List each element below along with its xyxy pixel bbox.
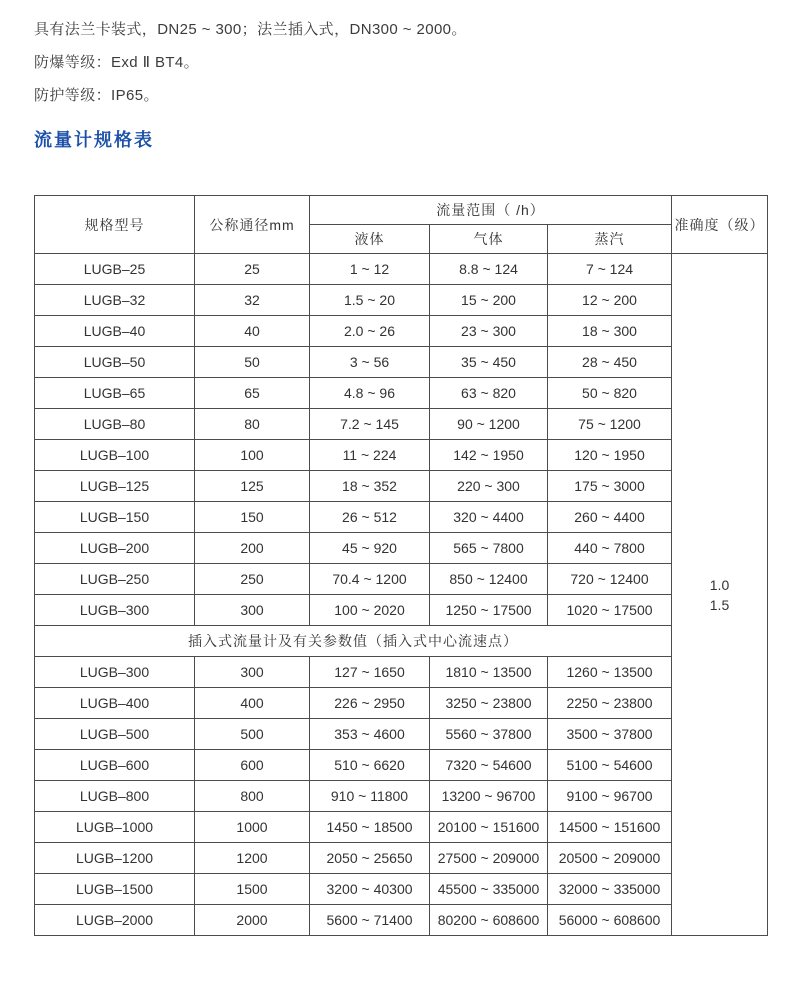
gas-cell: 80200 ~ 608600 (430, 905, 548, 936)
steam-cell: 260 ~ 4400 (548, 502, 672, 533)
steam-cell: 75 ~ 1200 (548, 409, 672, 440)
spec-row (35, 533, 768, 564)
spec-row (35, 781, 768, 812)
diameter-cell: 300 (195, 657, 310, 688)
liquid-cell: 1.5 ~ 20 (310, 285, 430, 316)
model-cell: LUGB–250 (35, 564, 195, 595)
intro-line-mounting: 具有法兰卡装式，DN25 ~ 300；法兰插入式，DN300 ~ 2000。 (34, 21, 467, 38)
spec-row (35, 812, 768, 843)
model-cell: LUGB–32 (35, 285, 195, 316)
steam-cell: 32000 ~ 335000 (548, 874, 672, 905)
steam-cell: 175 ~ 3000 (548, 471, 672, 502)
gas-cell: 63 ~ 820 (430, 378, 548, 409)
spec-row (35, 874, 768, 905)
model-cell: LUGB–600 (35, 750, 195, 781)
accuracy-value: 1.5 (709, 596, 730, 613)
model-cell: LUGB–800 (35, 781, 195, 812)
gas-cell: 20100 ~ 151600 (430, 812, 548, 843)
accuracy-header: 准确度（级） (672, 196, 768, 254)
accuracy-value: 1.0 (709, 576, 730, 593)
spec-table-body (35, 254, 768, 936)
model-cell: LUGB–400 (35, 688, 195, 719)
diameter-cell: 80 (195, 409, 310, 440)
spec-table-header (35, 196, 768, 254)
diameter-cell: 800 (195, 781, 310, 812)
diameter-header: 公称通径mm (195, 196, 310, 254)
steam-cell: 1260 ~ 13500 (548, 657, 672, 688)
spec-row (35, 564, 768, 595)
gas-cell: 8.8 ~ 124 (430, 254, 548, 285)
diameter-cell: 250 (195, 564, 310, 595)
model-cell: LUGB–50 (35, 347, 195, 378)
gas-cell: 1810 ~ 13500 (430, 657, 548, 688)
spec-row (35, 316, 768, 347)
spec-row (35, 843, 768, 874)
gas-cell: 15 ~ 200 (430, 285, 548, 316)
gas-cell: 7320 ~ 54600 (430, 750, 548, 781)
diameter-cell: 1500 (195, 874, 310, 905)
model-cell: LUGB–25 (35, 254, 195, 285)
diameter-cell: 1000 (195, 812, 310, 843)
steam-cell: 56000 ~ 608600 (548, 905, 672, 936)
gas-cell: 320 ~ 4400 (430, 502, 548, 533)
liquid-cell: 127 ~ 1650 (310, 657, 430, 688)
steam-cell: 5100 ~ 54600 (548, 750, 672, 781)
spec-row (35, 409, 768, 440)
gas-cell: 90 ~ 1200 (430, 409, 548, 440)
liquid-cell: 226 ~ 2950 (310, 688, 430, 719)
model-cell: LUGB–80 (35, 409, 195, 440)
spec-row (35, 719, 768, 750)
steam-cell: 9100 ~ 96700 (548, 781, 672, 812)
steam-cell: 120 ~ 1950 (548, 440, 672, 471)
diameter-cell: 600 (195, 750, 310, 781)
gas-cell: 23 ~ 300 (430, 316, 548, 347)
liquid-cell: 100 ~ 2020 (310, 595, 430, 626)
section-title: 流量计规格表 (34, 130, 154, 150)
steam-cell: 20500 ~ 209000 (548, 843, 672, 874)
gas-cell: 45500 ~ 335000 (430, 874, 548, 905)
liquid-cell: 4.8 ~ 96 (310, 378, 430, 409)
steam-header: 蒸汽 (548, 225, 672, 254)
steam-cell: 28 ~ 450 (548, 347, 672, 378)
model-cell: LUGB–1200 (35, 843, 195, 874)
steam-cell: 1020 ~ 17500 (548, 595, 672, 626)
model-cell: LUGB–1500 (35, 874, 195, 905)
model-cell: LUGB–125 (35, 471, 195, 502)
steam-cell: 2250 ~ 23800 (548, 688, 672, 719)
gas-cell: 35 ~ 450 (430, 347, 548, 378)
model-cell: LUGB–100 (35, 440, 195, 471)
diameter-cell: 400 (195, 688, 310, 719)
accuracy-cell (672, 254, 768, 936)
gas-cell: 13200 ~ 96700 (430, 781, 548, 812)
spec-row (35, 595, 768, 626)
diameter-cell: 500 (195, 719, 310, 750)
steam-cell: 720 ~ 12400 (548, 564, 672, 595)
flow-range-group-header: 流量范围（ /h） (310, 196, 672, 225)
model-cell: LUGB–65 (35, 378, 195, 409)
liquid-cell: 18 ~ 352 (310, 471, 430, 502)
diameter-cell: 125 (195, 471, 310, 502)
spec-row (35, 657, 768, 688)
liquid-cell: 5600 ~ 71400 (310, 905, 430, 936)
separator-row (35, 626, 768, 657)
model-cell: LUGB–300 (35, 595, 195, 626)
model-cell: LUGB–500 (35, 719, 195, 750)
spec-row (35, 254, 768, 285)
spec-row (35, 750, 768, 781)
steam-cell: 7 ~ 124 (548, 254, 672, 285)
gas-cell: 565 ~ 7800 (430, 533, 548, 564)
gas-cell: 1250 ~ 17500 (430, 595, 548, 626)
intro-text (34, 22, 767, 104)
liquid-cell: 70.4 ~ 1200 (310, 564, 430, 595)
spec-row (35, 502, 768, 533)
steam-cell: 50 ~ 820 (548, 378, 672, 409)
model-header: 规格型号 (35, 196, 195, 254)
model-cell: LUGB–2000 (35, 905, 195, 936)
diameter-cell: 1200 (195, 843, 310, 874)
steam-cell: 440 ~ 7800 (548, 533, 672, 564)
header-row-1 (35, 196, 768, 225)
liquid-cell: 910 ~ 11800 (310, 781, 430, 812)
liquid-cell: 11 ~ 224 (310, 440, 430, 471)
diameter-cell: 25 (195, 254, 310, 285)
gas-cell: 27500 ~ 209000 (430, 843, 548, 874)
steam-cell: 3500 ~ 37800 (548, 719, 672, 750)
steam-cell: 18 ~ 300 (548, 316, 672, 347)
liquid-cell: 45 ~ 920 (310, 533, 430, 564)
separator-label: 插入式流量计及有关参数值（插入式中心流速点） (35, 626, 672, 657)
gas-cell: 3250 ~ 23800 (430, 688, 548, 719)
model-cell: LUGB–1000 (35, 812, 195, 843)
liquid-cell: 510 ~ 6620 (310, 750, 430, 781)
liquid-cell: 3200 ~ 40300 (310, 874, 430, 905)
liquid-cell: 353 ~ 4600 (310, 719, 430, 750)
spec-row (35, 471, 768, 502)
diameter-cell: 40 (195, 316, 310, 347)
liquid-cell: 2.0 ~ 26 (310, 316, 430, 347)
diameter-cell: 300 (195, 595, 310, 626)
spec-table (34, 195, 768, 936)
spec-row (35, 440, 768, 471)
diameter-cell: 50 (195, 347, 310, 378)
liquid-cell: 2050 ~ 25650 (310, 843, 430, 874)
model-cell: LUGB–300 (35, 657, 195, 688)
liquid-cell: 26 ~ 512 (310, 502, 430, 533)
spec-row (35, 905, 768, 936)
spec-row (35, 688, 768, 719)
gas-header: 气体 (430, 225, 548, 254)
steam-cell: 14500 ~ 151600 (548, 812, 672, 843)
diameter-cell: 200 (195, 533, 310, 564)
model-cell: LUGB–150 (35, 502, 195, 533)
liquid-cell: 1450 ~ 18500 (310, 812, 430, 843)
liquid-header: 液体 (310, 225, 430, 254)
diameter-cell: 150 (195, 502, 310, 533)
spec-row (35, 347, 768, 378)
liquid-cell: 3 ~ 56 (310, 347, 430, 378)
steam-cell: 12 ~ 200 (548, 285, 672, 316)
gas-cell: 5560 ~ 37800 (430, 719, 548, 750)
model-cell: LUGB–40 (35, 316, 195, 347)
intro-line-protection: 防护等级：IP65。 (34, 87, 159, 104)
gas-cell: 142 ~ 1950 (430, 440, 548, 471)
liquid-cell: 7.2 ~ 145 (310, 409, 430, 440)
gas-cell: 850 ~ 12400 (430, 564, 548, 595)
diameter-cell: 32 (195, 285, 310, 316)
liquid-cell: 1 ~ 12 (310, 254, 430, 285)
spec-row (35, 378, 768, 409)
diameter-cell: 65 (195, 378, 310, 409)
intro-line-explosion-proof: 防爆等级：Exd Ⅱ BT4。 (34, 54, 200, 71)
gas-cell: 220 ~ 300 (430, 471, 548, 502)
spec-row (35, 285, 768, 316)
diameter-cell: 100 (195, 440, 310, 471)
model-cell: LUGB–200 (35, 533, 195, 564)
diameter-cell: 2000 (195, 905, 310, 936)
